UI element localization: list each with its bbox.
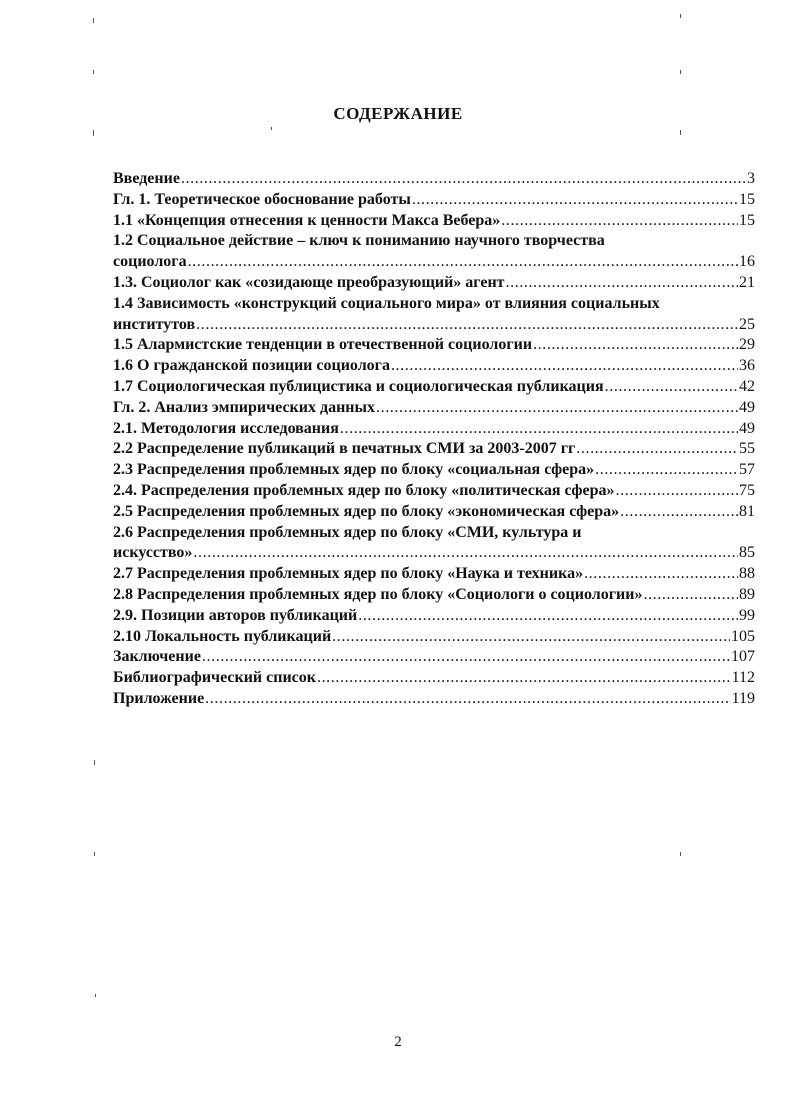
scan-speck (93, 18, 94, 23)
toc-entry-title: 2.5 Распределения проблемных ядер по блоку «экономическая сфера» (113, 502, 620, 520)
toc-page-number: 89 (739, 585, 755, 603)
toc-entry (113, 190, 755, 211)
toc-page-number: 16 (739, 253, 755, 271)
scan-speck (271, 127, 272, 130)
toc-entry-title: Введение (113, 170, 180, 187)
toc-entry (113, 668, 755, 689)
toc-dot-leader (188, 252, 738, 273)
toc-entry (113, 211, 755, 232)
toc-entry-title: 2.4. Распределения проблемных ядер по блоку «политическая сфера» (113, 481, 615, 499)
toc-entry-title: Приложение (113, 689, 205, 707)
toc-page-number: 15 (739, 211, 755, 229)
toc-dot-leader (584, 564, 738, 585)
toc-entry-title: 2.8 Распределения проблемных ядер по блоку «Социологи о социологии» (113, 585, 643, 603)
toc-entry (113, 294, 755, 336)
toc-entry-title: 1.4 Зависимость «конструкций социального мира» от влияния социальных (113, 294, 660, 312)
toc-entry (113, 627, 755, 648)
scan-speck (93, 130, 94, 136)
toc-page-number: 112 (731, 669, 755, 687)
toc-entry-title: 2.10 Локальность публикаций (113, 627, 332, 645)
scan-speck (680, 852, 681, 856)
toc-dot-leader (576, 439, 738, 460)
toc-page-number: 81 (739, 502, 755, 520)
toc-dot-leader (340, 419, 738, 440)
toc-entry (113, 273, 755, 294)
toc-entry (113, 356, 755, 377)
toc-entry (113, 460, 755, 481)
toc-page-number: 29 (739, 336, 755, 354)
toc-page-number: 36 (739, 357, 755, 375)
toc-entry-title: Гл. 1. Теоретическое обоснование работы (113, 190, 411, 208)
toc-entry-title: Библиографический список (113, 669, 316, 687)
toc-entry-title: 1.5 Алармистские тенденции в отечественной социологии (113, 336, 533, 354)
toc-entry-title: 2.2 Распределение публикаций в печатных СМИ за 2003-2007 гг (113, 440, 576, 458)
toc-dot-leader (605, 377, 738, 398)
toc-entry (113, 231, 755, 273)
scan-speck (94, 760, 95, 765)
scan-speck (93, 70, 94, 74)
toc-entry-title: 2.9. Позиции авторов публикаций (113, 606, 358, 624)
toc-entry (113, 502, 755, 523)
toc-dot-leader (391, 356, 738, 377)
toc-dot-leader (595, 460, 738, 481)
toc-dot-leader (193, 543, 738, 564)
toc-dot-leader (376, 398, 738, 419)
toc-entry (113, 439, 755, 460)
toc-entry-title-continuation: социолога (113, 253, 187, 271)
toc-entry-title: 1.7 Социологическая публицистика и социологическая публикация (113, 377, 604, 395)
toc-entry (113, 689, 755, 710)
toc-entry-title: 1.1 «Концепция отнесения к ценности Макса Вебера» (113, 211, 501, 229)
toc-page-number: 42 (739, 377, 755, 395)
toc-entry (113, 169, 755, 190)
page-title: СОДЕРЖАНИЕ (333, 104, 463, 123)
toc-page-number: 57 (739, 461, 755, 479)
toc-dot-leader (616, 481, 739, 502)
toc-dot-leader (643, 585, 738, 606)
toc-page-number: 49 (739, 419, 755, 437)
toc-dot-leader (533, 335, 738, 356)
toc-entry-title: 2.1. Методология исследования (113, 419, 339, 437)
toc-page-number: 99 (739, 606, 755, 624)
toc-dot-leader (501, 211, 738, 232)
toc-entry (113, 419, 755, 440)
toc-entry (113, 335, 755, 356)
scan-speck (94, 852, 95, 856)
toc-page-number: 15 (739, 190, 755, 208)
toc-page-number: 21 (739, 273, 755, 291)
toc-page-number: 107 (731, 648, 755, 666)
toc-page-number: 75 (739, 481, 755, 499)
toc-entry-title: 1.3. Социолог как «созидающе преобразующий» агент (113, 273, 505, 291)
toc-dot-leader (202, 647, 730, 668)
toc-dot-leader (332, 627, 730, 648)
scan-speck (680, 14, 681, 18)
toc-entry (113, 377, 755, 398)
toc-dot-leader (181, 169, 746, 190)
toc-page-number: 88 (739, 565, 755, 583)
toc-entry (113, 606, 755, 627)
toc-dot-leader (412, 190, 738, 211)
toc-entry-title-continuation: институтов (113, 315, 196, 333)
toc-dot-leader (196, 315, 738, 336)
toc-page-number: 105 (731, 627, 755, 645)
toc-entry (113, 564, 755, 585)
toc-entry-title: 2.7 Распределения проблемных ядер по блоку «Наука и техника» (113, 565, 584, 583)
scan-speck (680, 70, 681, 74)
toc-page-number: 119 (731, 689, 755, 707)
toc-page-number: 25 (739, 315, 755, 333)
toc-dot-leader (205, 689, 730, 710)
scan-speck (95, 994, 96, 997)
page-number: 2 (394, 1034, 402, 1050)
toc-page-number: 3 (747, 170, 755, 187)
toc-entry (113, 398, 755, 419)
toc-entry-title: 2.6 Распределения проблемных ядер по блоку «СМИ, культура и (113, 523, 582, 541)
toc-entry-title: Заключение (113, 648, 201, 666)
toc-entry (113, 647, 755, 668)
scan-speck (680, 130, 681, 135)
toc-entry-title-continuation: искусство» (113, 544, 193, 562)
toc-entry (113, 523, 755, 565)
toc-entry-title: 1.2 Социальное действие – ключ к пониманию научного творчества (113, 232, 605, 250)
toc-entry (113, 585, 755, 606)
table-of-contents (113, 169, 755, 710)
toc-entry-title: 1.6 О гражданской позиции социолога (113, 357, 390, 375)
toc-dot-leader (620, 502, 738, 523)
toc-dot-leader (358, 606, 738, 627)
toc-page-number: 55 (739, 440, 755, 458)
toc-page-number: 85 (739, 544, 755, 562)
toc-dot-leader (317, 668, 731, 689)
toc-entry-title: 2.3 Распределения проблемных ядер по блоку «социальная сфера» (113, 461, 595, 479)
toc-dot-leader (506, 273, 738, 294)
toc-entry (113, 481, 755, 502)
toc-page-number: 49 (739, 398, 755, 416)
toc-entry-title: Гл. 2. Анализ эмпирических данных (113, 398, 375, 416)
